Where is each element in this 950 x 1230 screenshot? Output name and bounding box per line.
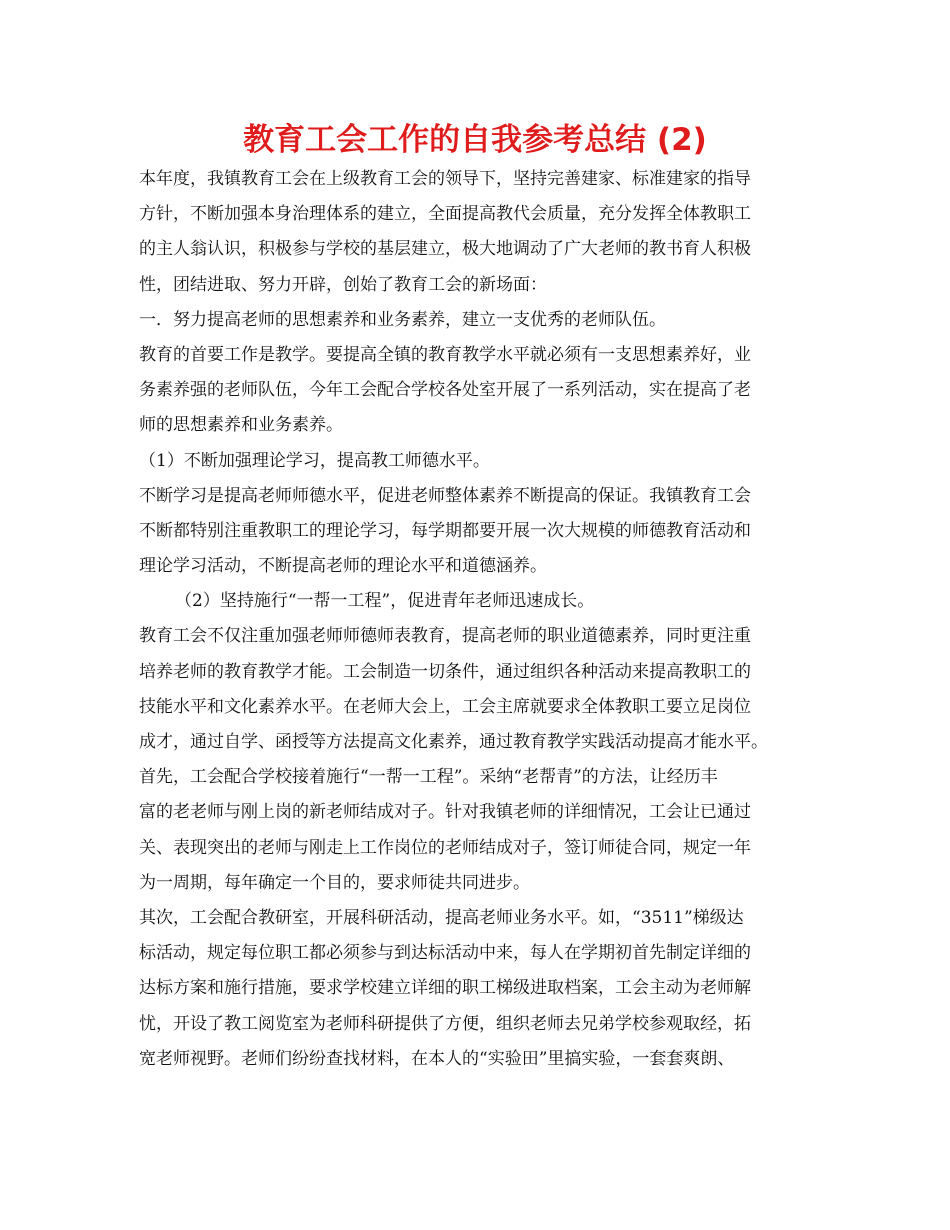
body-line: 其次，工会配合教研室，开展科研活动，提高老师业务水平。如，“3511”梯级达 (139, 907, 744, 928)
document-body (139, 162, 829, 1077)
body-line: 达标方案和施行措施，要求学校建立详细的职工梯级进取档案，工会主动为老师解 (139, 978, 751, 999)
body-line: 成才，通过自学、函授等方法提高文化素养，通过教育教学实践活动提高才能水平。 (139, 732, 768, 752)
body-line: 宽老师视野。老师们纷纷查找材料，在本人的“实验田”里搞实验，一套套爽朗、 (139, 1048, 735, 1069)
body-line: 理论学习活动，不断提高老师的理论水平和道德涵养。 (139, 556, 547, 577)
body-line: 培养老师的教育教学才能。工会制造一切条件，通过组织各种活动来提高教职工的 (139, 661, 751, 682)
body-line: 忧，开设了教工阅览室为老师科研提供了方便，组织老师去兄弟学校参观取经，拓 (139, 1013, 751, 1034)
body-line: 不断都特别注重教职工的理论学习，每学期都要开展一次大规模的师德教育活动和 (139, 520, 751, 541)
body-line: 师的思想素养和业务素养。 (139, 415, 343, 436)
body-line: 富的老老师与刚上岗的新老师结成对子。针对我镇老师的详细情况，工会让已通过 (139, 802, 751, 823)
document-title: 教育工会工作的自我参考总结 (2) (243, 122, 707, 158)
body-line: 教育工会不仅注重加强老师师德师表教育，提高老师的职业道德素养，同时更注重 (139, 626, 751, 647)
body-line: 方针，不断加强本身治理体系的建立，全面提高教代会质量，充分发挥全体教职工 (139, 204, 751, 225)
body-line: 标活动，规定每位职工都必须参与到达标活动中来，每人在学期初首先制定详细的 (139, 943, 751, 964)
body-line: 本年度，我镇教育工会在上级教育工会的领导下，坚持完善建家、标准建家的指导 (139, 169, 751, 189)
body-line: 性，团结进取、努力开辟，创始了教育工会的新场面： (139, 274, 547, 295)
body-line: 关、表现突出的老师与刚走上工作岗位的老师结成对子，签订师徒合同，规定一年 (139, 837, 751, 858)
body-line: 的主人翁认识，积极参与学校的基层建立，极大地调动了广大老师的教书育人积极 (139, 239, 751, 260)
subsection-heading: （2）坚持施行“一帮一工程”，促进青年老师迅速成长。 (175, 591, 595, 612)
body-line: 首先，工会配合学校接着施行“一帮一工程”。采纳“老帮青”的方法，让经历丰 (139, 767, 718, 788)
section-heading: 一．努力提高老师的思想素养和业务素养，建立一支优秀的老师队伍。 (139, 309, 666, 330)
body-line: 教育的首要工作是教学。要提高全镇的教育教学水平就必须有一支思想素养好，业 (139, 344, 751, 365)
body-line: 为一周期，每年确定一个目的，要求师徒共同进步。 (139, 872, 530, 893)
body-line: 技能水平和文化素养水平。在老师大会上，工会主席就要求全体教职工要立足岗位 (139, 696, 751, 717)
subsection-heading: （1）不断加强理论学习，提高教工师德水平。 (139, 450, 490, 471)
body-line: 务素养强的老师队伍，今年工会配合学校各处室开展了一系列活动，实在提高了老 (139, 380, 751, 401)
body-line: 不断学习是提高老师师德水平，促进老师整体素养不断提高的保证。我镇教育工会 (139, 485, 751, 506)
